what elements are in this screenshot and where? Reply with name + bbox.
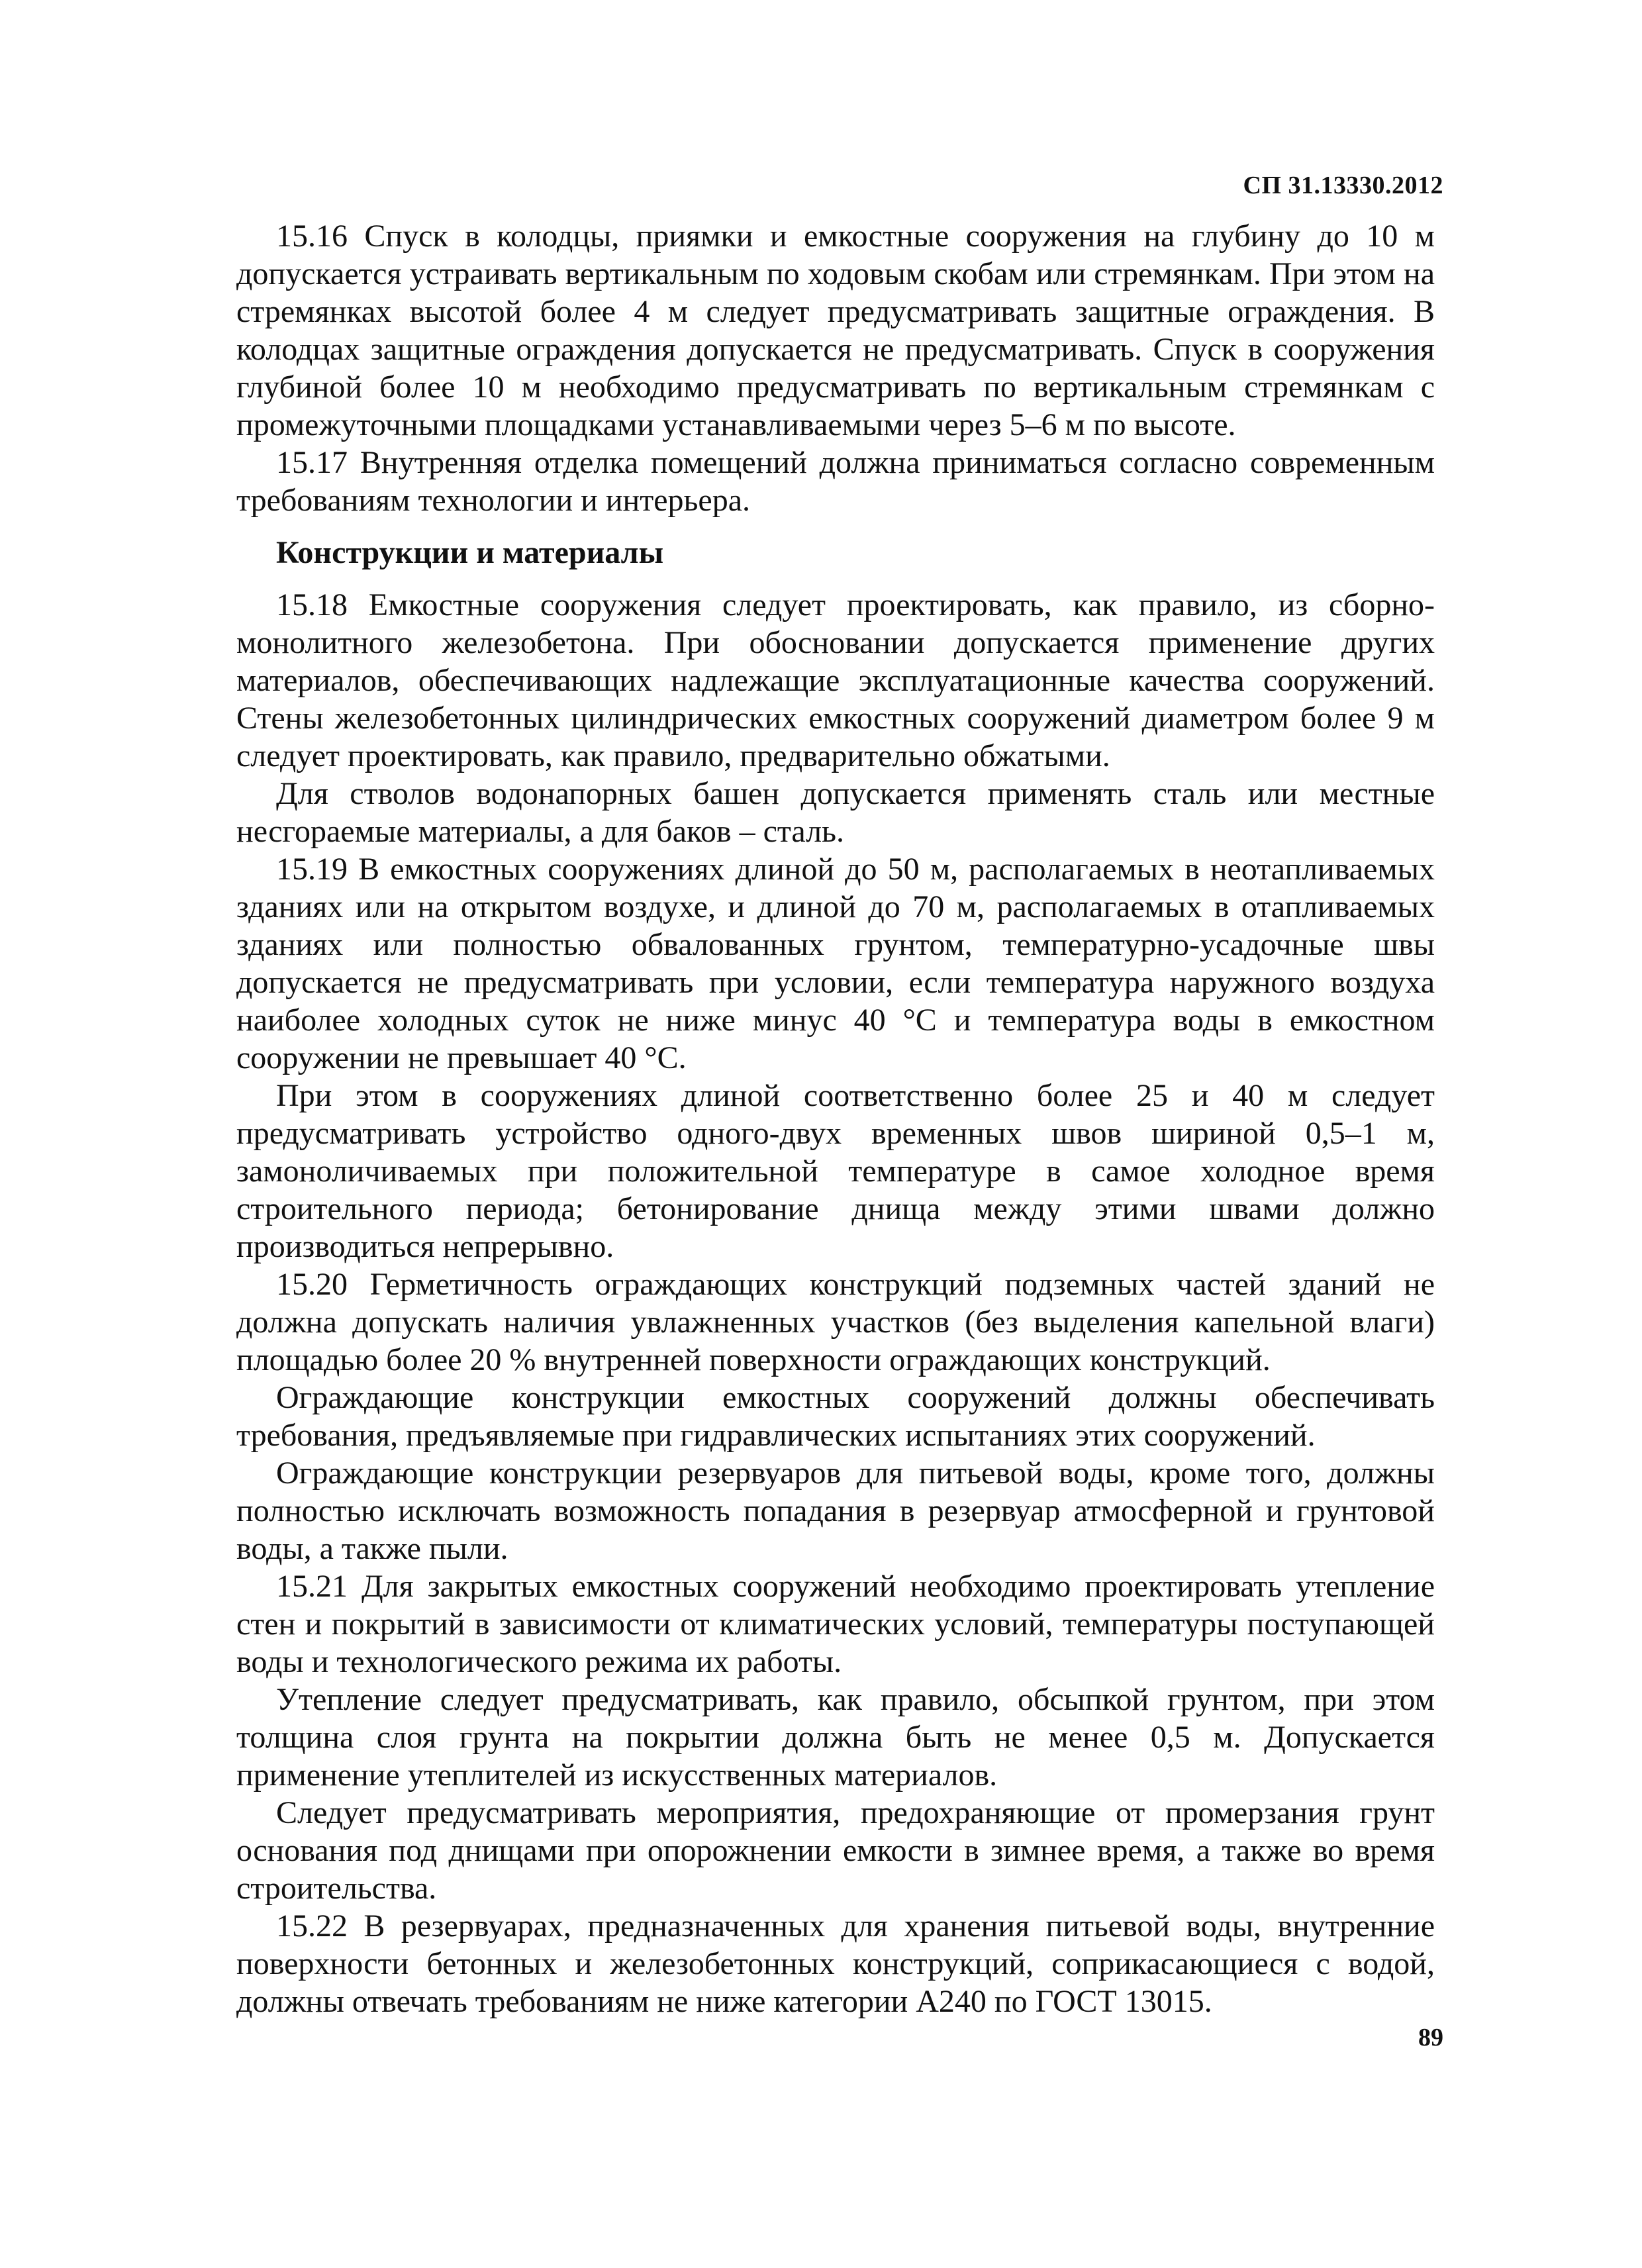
- paragraph-15-20-continued: Ограждающие конструкции емкостных сооружений должны обеспечивать требования, предъявляемые при гидравлических испытаниях этих сооружений.: [236, 1380, 1435, 1453]
- paragraph-15-21-continued: Утепление следует предусматривать, как правило, обсыпкой грунтом, при этом толщина слоя грунта на покрытии должна быть не менее 0,5 м. Допускается применение утеплителей из искусственных материалов.: [236, 1682, 1435, 1793]
- paragraph-15-21-freezing: Следует предусматривать мероприятия, предохраняющие от промерзания грунт основания под днищами при опорожнении емкости в зимнее время, а также во время строительства.: [236, 1795, 1435, 1906]
- paragraph-15-21: 15.21 Для закрытых емкостных сооружений необходимо проектировать утепление стен и покрытий в зависимости от климатических условий, температуры поступающей воды и технологического режима их работы.: [236, 1569, 1435, 1679]
- paragraph-15-19-continued: При этом в сооружениях длиной соответственно более 25 и 40 м следует предусматривать устройство одного-двух временных швов шириной 0,5–1 м, замоноличиваемых при положительной температуре в самое холодное время строительного периода; бетонирование днища между этими швами должно производиться непрерывно.: [236, 1078, 1435, 1264]
- paragraph-15-19: 15.19 В емкостных сооружениях длиной до 50 м, располагаемых в неотапливаемых зданиях или на открытом воздухе, и длиной до 70 м, располагаемых в отапливаемых зданиях или полностью обвалованных грунтом, температурно-усадочные швы допускается не предусматривать при условии, если температура наружного воздуха наиболее холодных суток не ниже минус 40 °С и температура воды в емкостном сооружении не превышает 40 °С.: [236, 852, 1435, 1075]
- page-number: 89: [1418, 2024, 1443, 2051]
- page-content: [236, 217, 1435, 2020]
- paragraph-15-20: 15.20 Герметичность ограждающих конструкций подземных частей зданий не должна допускать наличия увлажненных участков (без выделения капельной влаги) площадью более 20 % внутренней поверхности ограждающих конструкций.: [236, 1267, 1435, 1377]
- section-heading: Конструкции и материалы: [276, 535, 664, 570]
- document-code: СП 31.13330.2012: [1243, 172, 1443, 199]
- paragraph-15-20-drinking-water: Ограждающие конструкции резервуаров для питьевой воды, кроме того, должны полностью исключать возможность попадания в резервуар атмосферной и грунтовой воды, а также пыли.: [236, 1455, 1435, 1566]
- paragraph-15-18: 15.18 Емкостные сооружения следует проектировать, как правило, из сборно-монолитного железобетона. При обосновании допускается применение других материалов, обеспечивающих надлежащие эксплуатационные качества сооружений. Стены железобетонных цилиндрических емкостных сооружений диаметром более 9 м следует проектировать, как правило, предварительно обжатыми.: [236, 587, 1435, 773]
- paragraph-15-22: 15.22 В резервуарах, предназначенных для хранения питьевой воды, внутренние поверхности бетонных и железобетонных конструкций, соприкасающиеся с водой, должны отвечать требованиям не ниже категории А240 по ГОСТ 13015.: [236, 1908, 1435, 2019]
- paragraph-15-17: 15.17 Внутренняя отделка помещений должна приниматься согласно современным требованиям технологии и интерьера.: [236, 445, 1435, 518]
- paragraph-15-16: 15.16 Спуск в колодцы, приямки и емкостные сооружения на глубину до 10 м допускается устраивать вертикальным по ходовым скобам или стремянкам. При этом на стремянках высотой более 4 м следует предусматривать защитные ограждения. В колодцах защитные ограждения допускается не предусматривать. Спуск в сооружения глубиной более 10 м необходимо предусматривать по вертикальным стремянкам с промежуточными площадками устанавливаемыми через 5–6 м по высоте.: [236, 219, 1435, 442]
- paragraph-15-18-continued: Для стволов водонапорных башен допускается применять сталь или местные несгораемые материалы, а для баков – сталь.: [236, 776, 1435, 849]
